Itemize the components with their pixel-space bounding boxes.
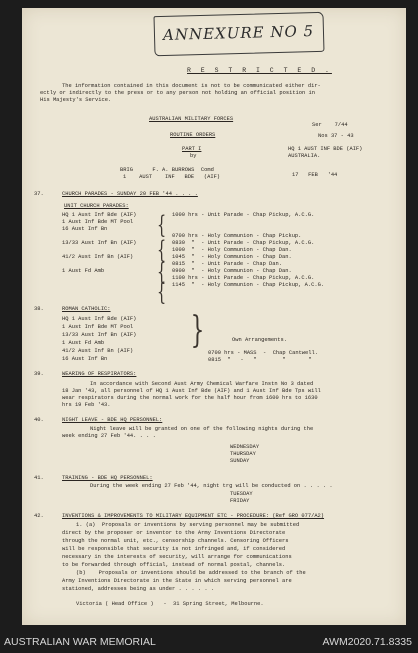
rc-unit: 1 Aust Inf Bde MT Pool (62, 324, 134, 330)
intro-line-2: ectly or indirectly to the press or to any person not holding an official position in (40, 90, 315, 96)
inventions-line: stationed, addresses being as under . . . . . . (62, 586, 215, 592)
church-time: 1045 " - Holy Communion - Chap Dan. (172, 254, 292, 260)
item-number-38: 38. (34, 306, 44, 312)
church-unit: 1 Aust Fd Amb (62, 268, 105, 274)
footer-institution: AUSTRALIAN WAR MEMORIAL (4, 636, 156, 648)
subtitle-unit-church: UNIT CHURCH PARADES: (64, 203, 129, 209)
training-day: TUESDAY (230, 491, 253, 497)
item-title-42: INVENTIONS & IMPROVEMENTS TO MILITARY EQUIPMENT ETC - PROCEDURE: (Ref GRO 077/A2) (62, 513, 325, 519)
church-unit: 16 Aust Inf Bn (62, 226, 108, 232)
item-number-37: 37. (34, 191, 44, 197)
rc-unit: HQ 1 Aust Inf Bde (AIF) (62, 316, 137, 322)
inventions-line: 1. (a) Proposals or inventions by serving personnel may be submitted (76, 522, 300, 528)
respirators-line: 18 Jan '43, all personnel of HQ 1 Aust Inf Bde (AIF) and 1 Aust Inf Bde Tps will (62, 388, 321, 394)
training-text: During the week ending 27 Feb '44, night trg will be conducted on . . . . . (90, 483, 333, 489)
item-title-40: NIGHT LEAVE - BDE HQ PERSONNEL: (62, 417, 163, 423)
commander-line: BRIG F. A. BURROWS Comd (120, 167, 214, 173)
rc-unit: 16 Aust Inf Bn (62, 356, 108, 362)
unit-line: 1 AUST INF BDE (AIF) (123, 174, 221, 180)
church-time: 0900 " - Holy Communion - Chap Dan. (172, 268, 292, 274)
item-number-39: 39. (34, 371, 44, 377)
handwritten-annotation: ANNEXURE NO 5 (162, 22, 315, 44)
brace: } (190, 310, 205, 351)
item-number-40: 40. (34, 417, 44, 423)
item-number-42: 42. (34, 513, 44, 519)
own-arrangements: Own Arrangements. (232, 337, 287, 343)
mass-line-1: 0700 hrs - MASS - Chap Cantwell. (208, 350, 318, 356)
item-number-41: 41. (34, 475, 44, 481)
night-leave-line: Night leave will be granted on one of the following nights during the (90, 426, 314, 432)
brace: { (157, 236, 167, 264)
church-unit: 1 Aust Inf Bde MT Pool (62, 219, 134, 225)
church-time: 1000 hrs - Unit Parade - Chap Pickup, A.C.G. (172, 212, 315, 218)
hq-line: HQ 1 AUST INF BDE (AIF) (288, 146, 363, 152)
order-numbers: Nos 37 - 43 (318, 133, 354, 139)
training-day: FRIDAY (230, 498, 250, 504)
rc-unit: 13/33 Aust Inf Bn (AIF) (62, 332, 137, 338)
item-title-37: CHURCH PARADES - SUNDAY 20 FEB '44 . . . . (62, 191, 198, 197)
brace: { (157, 258, 167, 286)
footer-accession-number: AWM2020.71.8335 (322, 636, 412, 648)
document-page (22, 8, 406, 625)
intro-line-3: His Majesty's Service. (40, 97, 112, 103)
respirators-line: wear respirators during the normal work for the half hour from 1600 hrs to 1630 (62, 395, 318, 401)
order-date: 17 FEB '44 (292, 172, 338, 178)
leave-day: WEDNESDAY (230, 444, 260, 450)
inventions-line: necessary in the interests of security, will arrange for communications (62, 554, 292, 560)
force-title: AUSTRALIAN MILITARY FORCES (149, 116, 234, 122)
brace: { (157, 211, 167, 239)
respirators-line: hrs 19 Feb '43. (62, 402, 111, 408)
church-time: 0815 " - Unit Parade - Chap Dan. (172, 261, 282, 267)
part-title: PART I (182, 146, 202, 152)
church-unit: HQ 1 Aust Inf Bde (AIF) (62, 212, 137, 218)
item-title-39: WEARING OF RESPIRATORS: (62, 371, 137, 377)
respirators-line: In accordance with Second Aust Army Chemical Warfare Instn No 3 dated (90, 381, 314, 387)
item-title-41: TRAINING - BDE HQ PERSONNEL: (62, 475, 153, 481)
handwritten-annotation-box (154, 12, 325, 56)
leave-day: SUNDAY (230, 458, 250, 464)
church-time: 1000 " - Holy Communion - Chap Dan. (172, 247, 292, 253)
church-time: 0700 hrs - Holy Communion - Chap Pickup. (172, 233, 302, 239)
footer-bar (0, 627, 418, 653)
inventions-line: through the normal unit, etc., censorship channels. Censoring Officers (62, 538, 289, 544)
by-text: by (190, 153, 197, 159)
inventions-line: direct by the proposer or inventor to the Army Inventions Directorate (62, 530, 286, 536)
mass-line-2: 0815 " - " " " (208, 357, 312, 363)
brace: { (157, 278, 167, 306)
church-time: 1145 " - Holy Communion - Chap Pickup, A.C.G. (172, 282, 325, 288)
inventions-line: to be forwarded through official, instead of normal postal, channels. (62, 562, 286, 568)
church-time: 1100 hrs - Unit Parade - Chap Pickup, A.C.G. (172, 275, 315, 281)
church-unit: 13/33 Aust Inf Bn (AIF) (62, 240, 137, 246)
orders-title: ROUTINE ORDERS (170, 132, 216, 138)
rc-unit: 41/2 Aust Inf Bn (AIF) (62, 348, 134, 354)
location-line: AUSTRALIA. (288, 153, 321, 159)
inventions-line: (b) Proposals or inventions should be addressed to the branch of the (76, 570, 306, 576)
night-leave-line: week ending 27 Feb '44. . . . (62, 433, 156, 439)
church-time: 0830 " - Unit Parade - Chap Pickup, A.C.G. (172, 240, 315, 246)
rc-unit: 1 Aust Fd Amb (62, 340, 105, 346)
restricted-heading: R E S T R I C T E D . (187, 67, 332, 74)
victoria-address: Victoria ( Head Office ) - 31 Spring Street, Melbourne. (76, 601, 264, 607)
intro-line-1: The information contained in this document is not to be communicated either dir- (62, 83, 321, 89)
serial: Ser 7/44 (312, 122, 348, 128)
church-unit: 41/2 Aust Inf Bn (AIF) (62, 254, 134, 260)
inventions-line: will be responsible that security is not infringed and, if considered (62, 546, 286, 552)
leave-day: THURSDAY (230, 451, 256, 457)
inventions-line: Army Inventions Directorate in the State in which serving personnel are (62, 578, 292, 584)
item-title-38: ROMAN CATHOLIC: (62, 306, 111, 312)
